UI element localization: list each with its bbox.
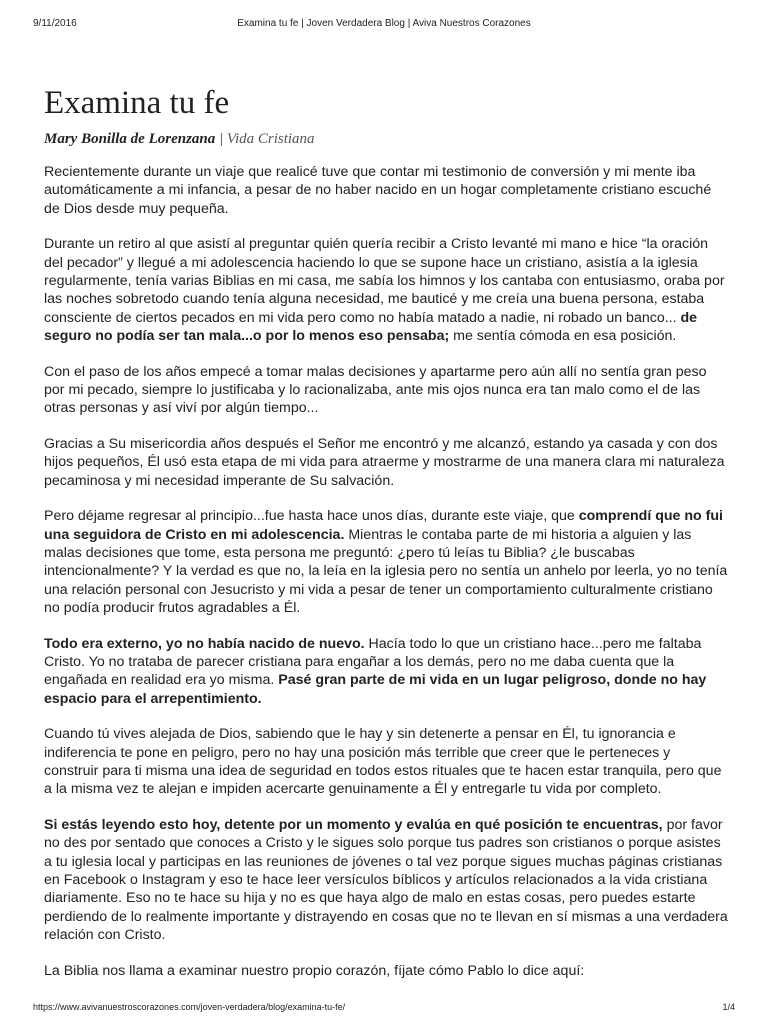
article-paragraph <box>44 435 728 490</box>
print-date: 9/11/2016 <box>33 18 77 29</box>
article-paragraph <box>44 725 728 799</box>
print-page-title: Examina tu fe | Joven Verdadera Blog | Aviva Nuestros Corazones <box>237 18 531 29</box>
paragraph-text: Hacía todo lo que un cristiano hace...pero me faltaba Cristo. Yo no trataba de parecer cristiana para engañar a los demás, pero no me daba cuenta que la engañada en realidad era yo misma. <box>44 635 702 689</box>
paragraph-text: Con el paso de los años empecé a tomar malas decisiones y apartarme pero aún allí no sentía gran peso por mi pecado, siempre lo justificaba y lo racionalizaba, ante mis ojos nunca era tan malo como el de las otras personas y así viví por algún tiempo... <box>44 363 707 417</box>
paragraph-text: Recientemente durante un viaje que realicé tuve que contar mi testimonio de conversión y mi mente iba automáticamente a mi infancia, a pesar de no haber nacido en un hogar completamente cristiano escuché de Dios desde muy pequeña. <box>44 164 712 217</box>
article-paragraph <box>44 235 728 345</box>
paragraph-text: Durante un retiro al que asistí al preguntar quién quería recibir a Cristo levanté mi mano e hice “la oración del pecador” y llegué a mi adolescencia haciendo lo que se supone hace un cristiano, asistía a la iglesia regularmente, tenía varias Biblias en mi casa, me sabía los himnos y los cantaba con entusiasmo, oraba por las noches sobretodo cuando tenía alguna necesidad, me bauticé y me creía una buena persona, estaba consciente de ciertos pecados en mi vida pero como no había matado a nadie, ni robado un banco... <box>44 236 725 326</box>
print-page-number: 1/4 <box>722 1002 735 1012</box>
paragraph-text: La Biblia nos llama a examinar nuestro propio corazón, fíjate cómo Pablo lo dice aquí: <box>44 962 585 979</box>
paragraph-text: por favor no des por sentado que conoces a Cristo y le sigues solo porque tus padres son cristianos o porque asistes a tu iglesia local y participas en las reuniones de jóvenes o tal vez porque sigues muchas páginas cristianas en Facebook o Instagram y eso te hace leer versículos bíblicos y artículos relacionados a la vida cristiana diariamente. Eso no te hace su hija y no es que haya algo de malo en estas cosas, pero puedes estarte perdiendo de lo realmente importante y distrayendo en cosas que no te llevan en sí mismas a una verdadera relación con Cristo. <box>44 816 728 944</box>
emphasis-text: Si estás leyendo esto hoy, detente por un momento y evalúa en qué posición te encuentras, <box>44 816 663 833</box>
byline <box>44 129 728 149</box>
print-url: https://www.avivanuestroscorazones.com/joven-verdadera/blog/examina-tu-fe/ <box>33 1002 346 1012</box>
emphasis-text: de seguro no podía ser tan mala...o por lo menos eso pensaba; <box>44 309 698 345</box>
article-paragraph <box>44 635 728 709</box>
paragraph-text: Cuando tú vives alejada de Dios, sabiendo que le hay y sin detenerte a pensar en Él, tu ignorancia e indiferencia te pone en peligro, pero no hay una posición más terrible que creer que le perteneces y construir para ti misma una idea de seguridad en todos estos rituales que te hacen estar tranquila, pero que a la misma vez te alejan e impiden acercarte genuinamente a Él y entregarle tu vida por completo. <box>44 726 722 798</box>
paragraph-text: Pero déjame regresar al principio...fue hasta hace unos días, durante este viaje, que <box>44 508 579 525</box>
paragraph-text: Gracias a Su misericordia años después el Señor me encontró y me alcanzó, estando ya casada y con dos hijos pequeños, Él usó esta etapa de mi vida para atraerme y mostrarme de una manera clara mi naturaleza pecaminosa y mi necesidad imperante de Su salvación. <box>44 435 725 489</box>
article-paragraph <box>44 816 728 945</box>
article-title: Examina tu fe <box>44 85 230 121</box>
byline-separator: | <box>215 131 227 147</box>
article-paragraph <box>44 507 728 617</box>
emphasis-text: Todo era externo, yo no había nacido de nuevo. <box>44 635 365 652</box>
category-link[interactable]: Vida Cristiana <box>226 131 315 147</box>
paragraph-text: Mientras le contaba parte de mi historia a alguien y las malas decisiones que tome, esta persona me preguntó: ¿pero tú leías tu Biblia? ¿le buscabas intencionalmente? Y la verdad es que no, la leía en la iglesia pero no sentía un anhelo por leerla, yo no tenía una relación personal con Jesucristo y mi vida a pesar de tener un comportamiento culturalmente cristiano no podía producir frutos agradables a Él. <box>44 526 728 617</box>
emphasis-text: comprendí que no fui una seguidora de Cristo en mi adolescencia. <box>44 508 723 543</box>
article-paragraph <box>44 163 728 218</box>
emphasis-text: Pasé gran parte de mi vida en un lugar peligroso, donde no hay espacio para el arrepentimiento. <box>44 672 707 707</box>
article-paragraph <box>44 962 728 980</box>
author-link[interactable]: Mary Bonilla de Lorenzana <box>44 131 216 147</box>
article-body <box>44 163 728 980</box>
article-paragraph <box>44 363 728 418</box>
paragraph-text: me sentía cómoda en esa posición. <box>449 328 677 345</box>
article <box>44 83 728 980</box>
